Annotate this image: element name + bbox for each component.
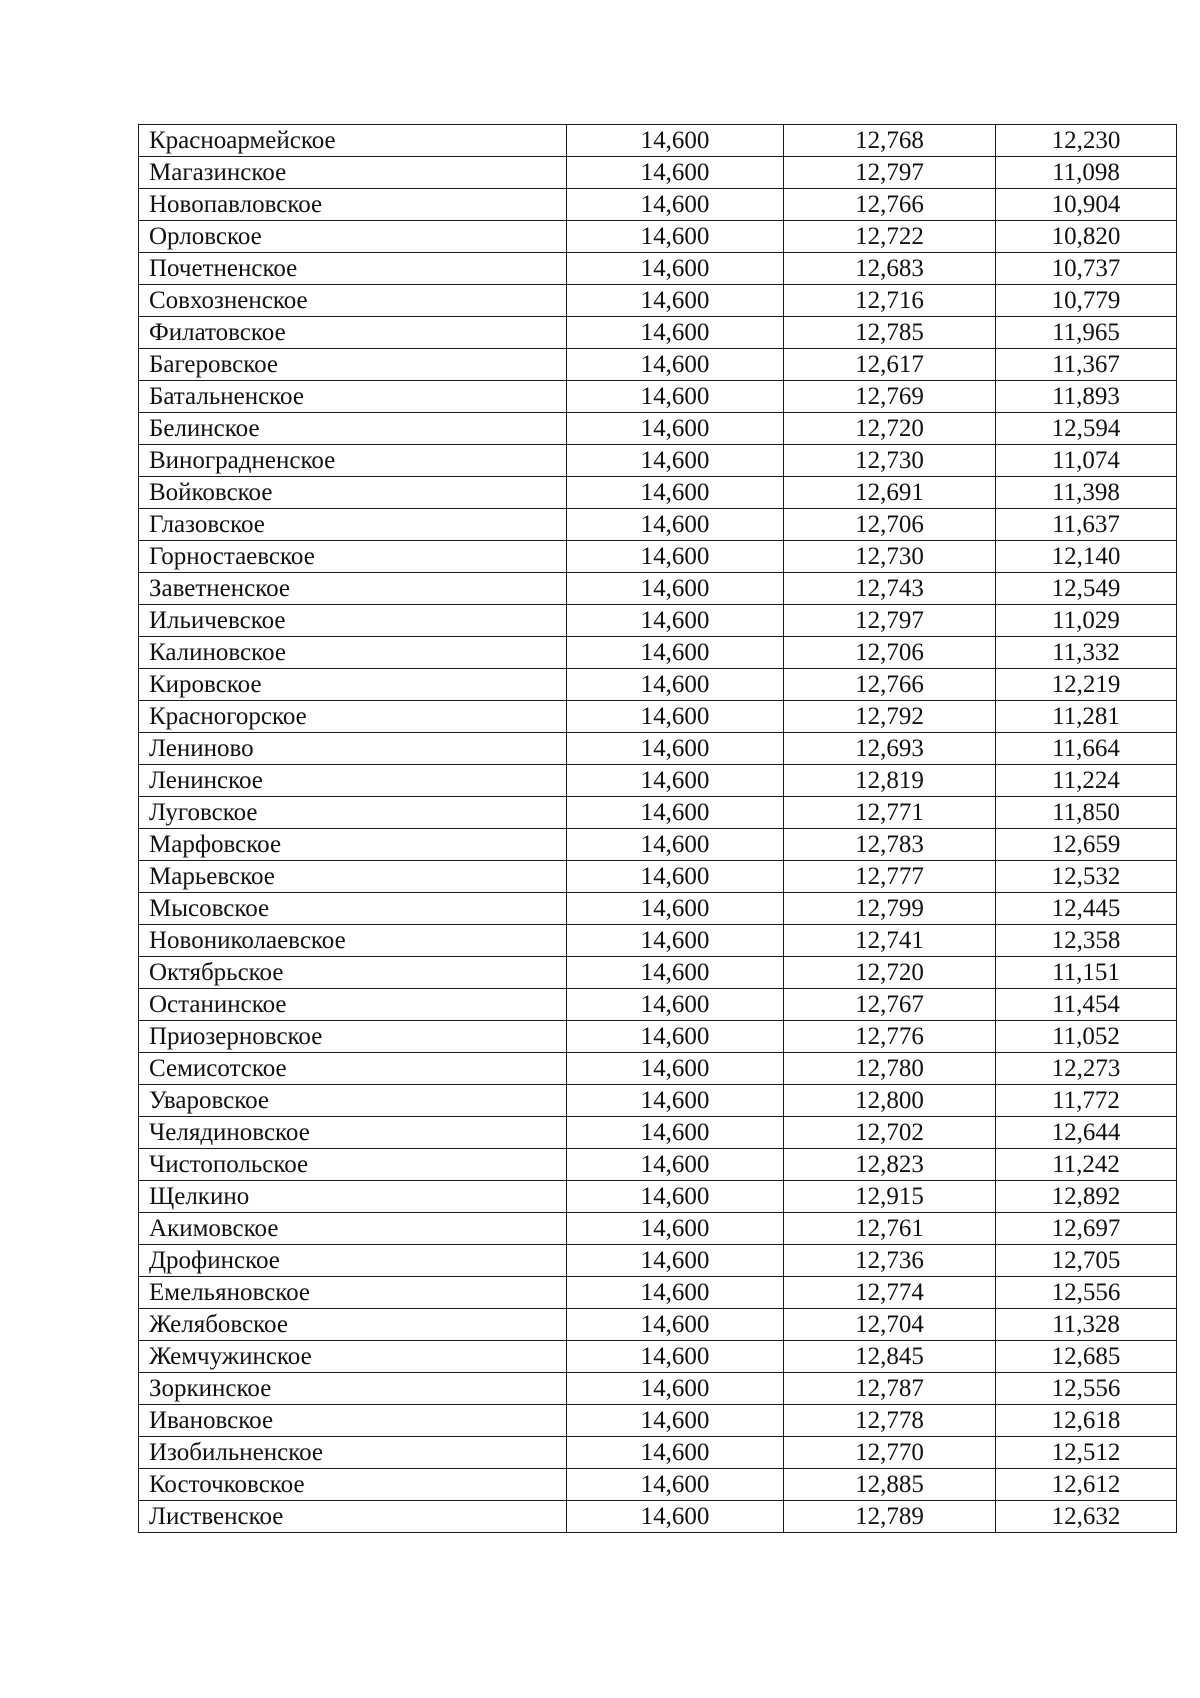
value-cell-3: 12,892 [996,1181,1177,1213]
value-cell-3: 12,556 [996,1373,1177,1405]
value-cell-1: 14,600 [567,925,784,957]
settlement-name-cell: Останинское [139,989,567,1021]
value-cell-2: 12,722 [784,221,996,253]
value-cell-3: 12,594 [996,413,1177,445]
value-cell-2: 12,778 [784,1405,996,1437]
value-cell-3: 11,281 [996,701,1177,733]
settlement-name-cell: Белинское [139,413,567,445]
value-cell-1: 14,600 [567,445,784,477]
value-cell-3: 12,556 [996,1277,1177,1309]
value-cell-1: 14,600 [567,957,784,989]
value-cell-3: 11,052 [996,1021,1177,1053]
table-row [139,541,1177,573]
value-cell-3: 10,820 [996,221,1177,253]
settlement-name-cell: Зоркинское [139,1373,567,1405]
settlement-name-cell: Ивановское [139,1405,567,1437]
settlement-name-cell: Емельяновское [139,1277,567,1309]
value-cell-2: 12,702 [784,1117,996,1149]
settlement-name-cell: Октябрьское [139,957,567,989]
table-row [139,797,1177,829]
value-cell-1: 14,600 [567,413,784,445]
value-cell-1: 14,600 [567,1181,784,1213]
table-row [139,317,1177,349]
value-cell-2: 12,770 [784,1437,996,1469]
table-row [139,701,1177,733]
value-cell-2: 12,787 [784,1373,996,1405]
table-row [139,189,1177,221]
settlement-name-cell: Лиственское [139,1501,567,1533]
table-row [139,1309,1177,1341]
table-row [139,1181,1177,1213]
table-row [139,349,1177,381]
value-cell-2: 12,797 [784,157,996,189]
value-cell-3: 11,332 [996,637,1177,669]
value-cell-2: 12,704 [784,1309,996,1341]
value-cell-2: 12,730 [784,541,996,573]
value-cell-2: 12,774 [784,1277,996,1309]
value-cell-2: 12,693 [784,733,996,765]
value-cell-1: 14,600 [567,829,784,861]
value-cell-1: 14,600 [567,125,784,157]
table-row [139,1469,1177,1501]
table-row [139,1021,1177,1053]
value-cell-3: 11,454 [996,989,1177,1021]
table-row [139,477,1177,509]
value-cell-2: 12,767 [784,989,996,1021]
value-cell-2: 12,617 [784,349,996,381]
value-cell-1: 14,600 [567,765,784,797]
value-cell-2: 12,789 [784,1501,996,1533]
value-cell-3: 11,850 [996,797,1177,829]
value-cell-2: 12,761 [784,1213,996,1245]
table-row [139,1245,1177,1277]
settlement-name-cell: Заветненское [139,573,567,605]
value-cell-2: 12,799 [784,893,996,925]
settlement-name-cell: Марьевское [139,861,567,893]
value-cell-3: 11,965 [996,317,1177,349]
value-cell-3: 12,612 [996,1469,1177,1501]
value-cell-3: 10,737 [996,253,1177,285]
value-cell-3: 12,697 [996,1213,1177,1245]
table-row [139,1277,1177,1309]
value-cell-2: 12,691 [784,477,996,509]
value-cell-2: 12,766 [784,669,996,701]
settlement-name-cell: Лениново [139,733,567,765]
value-cell-3: 11,398 [996,477,1177,509]
value-cell-3: 12,685 [996,1341,1177,1373]
settlement-name-cell: Новониколаевское [139,925,567,957]
value-cell-3: 12,705 [996,1245,1177,1277]
value-cell-1: 14,600 [567,1469,784,1501]
value-cell-1: 14,600 [567,701,784,733]
value-cell-2: 12,819 [784,765,996,797]
value-cell-3: 12,230 [996,125,1177,157]
settlement-name-cell: Челядиновское [139,1117,567,1149]
value-cell-1: 14,600 [567,541,784,573]
value-cell-2: 12,776 [784,1021,996,1053]
value-cell-1: 14,600 [567,1085,784,1117]
table-row [139,765,1177,797]
table-row [139,1501,1177,1533]
value-cell-2: 12,797 [784,605,996,637]
value-cell-2: 12,736 [784,1245,996,1277]
value-cell-1: 14,600 [567,509,784,541]
value-cell-1: 14,600 [567,1341,784,1373]
value-cell-3: 10,904 [996,189,1177,221]
table-row [139,1373,1177,1405]
value-cell-2: 12,823 [784,1149,996,1181]
value-cell-1: 14,600 [567,989,784,1021]
settlement-name-cell: Марфовское [139,829,567,861]
table-row [139,637,1177,669]
value-cell-3: 11,328 [996,1309,1177,1341]
value-cell-2: 12,706 [784,509,996,541]
table-row [139,445,1177,477]
settlement-name-cell: Красногорское [139,701,567,733]
value-cell-3: 12,140 [996,541,1177,573]
settlement-name-cell: Орловское [139,221,567,253]
value-cell-2: 12,741 [784,925,996,957]
value-cell-1: 14,600 [567,1213,784,1245]
value-cell-1: 14,600 [567,1117,784,1149]
settlement-name-cell: Горностаевское [139,541,567,573]
value-cell-1: 14,600 [567,605,784,637]
table-row [139,925,1177,957]
value-cell-1: 14,600 [567,1309,784,1341]
value-cell-3: 12,632 [996,1501,1177,1533]
table-row [139,829,1177,861]
value-cell-1: 14,600 [567,285,784,317]
value-cell-3: 11,242 [996,1149,1177,1181]
value-cell-2: 12,785 [784,317,996,349]
value-cell-2: 12,792 [784,701,996,733]
value-cell-1: 14,600 [567,189,784,221]
value-cell-2: 12,800 [784,1085,996,1117]
value-cell-1: 14,600 [567,1245,784,1277]
value-cell-3: 11,664 [996,733,1177,765]
table-row [139,413,1177,445]
table-row [139,1149,1177,1181]
value-cell-3: 11,029 [996,605,1177,637]
value-cell-2: 12,683 [784,253,996,285]
settlement-name-cell: Мысовское [139,893,567,925]
settlement-name-cell: Желябовское [139,1309,567,1341]
value-cell-3: 11,772 [996,1085,1177,1117]
value-cell-3: 10,779 [996,285,1177,317]
value-cell-1: 14,600 [567,381,784,413]
settlement-name-cell: Магазинское [139,157,567,189]
value-cell-3: 11,074 [996,445,1177,477]
table-row [139,573,1177,605]
value-cell-3: 12,532 [996,861,1177,893]
value-cell-3: 12,358 [996,925,1177,957]
value-cell-2: 12,743 [784,573,996,605]
value-cell-1: 14,600 [567,349,784,381]
table-row [139,957,1177,989]
table-row [139,1405,1177,1437]
table-row [139,1213,1177,1245]
value-cell-2: 12,845 [784,1341,996,1373]
table-row [139,1341,1177,1373]
settlement-name-cell: Изобильненское [139,1437,567,1469]
settlement-name-cell: Калиновское [139,637,567,669]
value-cell-2: 12,716 [784,285,996,317]
value-cell-1: 14,600 [567,637,784,669]
settlement-name-cell: Красноармейское [139,125,567,157]
value-cell-1: 14,600 [567,1149,784,1181]
value-cell-2: 12,768 [784,125,996,157]
table-row [139,893,1177,925]
table-row [139,1117,1177,1149]
settlement-name-cell: Виноградненское [139,445,567,477]
value-cell-1: 14,600 [567,1277,784,1309]
value-cell-1: 14,600 [567,1501,784,1533]
value-cell-3: 12,644 [996,1117,1177,1149]
settlement-name-cell: Новопавловское [139,189,567,221]
value-cell-1: 14,600 [567,477,784,509]
settlement-name-cell: Батальненское [139,381,567,413]
value-cell-1: 14,600 [567,573,784,605]
settlement-name-cell: Войковское [139,477,567,509]
value-cell-2: 12,720 [784,957,996,989]
table-row [139,605,1177,637]
settlement-name-cell: Кировское [139,669,567,701]
value-cell-3: 12,659 [996,829,1177,861]
settlement-name-cell: Багеровское [139,349,567,381]
value-cell-2: 12,915 [784,1181,996,1213]
settlement-name-cell: Чистопольское [139,1149,567,1181]
value-cell-3: 12,273 [996,1053,1177,1085]
value-cell-2: 12,769 [784,381,996,413]
settlement-name-cell: Совхозненское [139,285,567,317]
value-cell-3: 12,618 [996,1405,1177,1437]
settlement-name-cell: Луговское [139,797,567,829]
settlement-name-cell: Глазовское [139,509,567,541]
settlement-name-cell: Филатовское [139,317,567,349]
table-row [139,253,1177,285]
settlement-name-cell: Почетненское [139,253,567,285]
table-row [139,221,1177,253]
settlement-name-cell: Приозерновское [139,1021,567,1053]
value-cell-2: 12,885 [784,1469,996,1501]
value-cell-2: 12,730 [784,445,996,477]
value-cell-1: 14,600 [567,861,784,893]
value-cell-3: 11,098 [996,157,1177,189]
settlement-name-cell: Дрофинское [139,1245,567,1277]
table-body [139,125,1177,1533]
table-row [139,125,1177,157]
value-cell-1: 14,600 [567,1373,784,1405]
value-cell-1: 14,600 [567,157,784,189]
table-row [139,381,1177,413]
table-row [139,509,1177,541]
value-cell-2: 12,780 [784,1053,996,1085]
settlement-name-cell: Уваровское [139,1085,567,1117]
value-cell-1: 14,600 [567,733,784,765]
value-cell-1: 14,600 [567,221,784,253]
settlement-name-cell: Щелкино [139,1181,567,1213]
value-cell-1: 14,600 [567,669,784,701]
settlement-name-cell: Акимовское [139,1213,567,1245]
table-row [139,157,1177,189]
value-cell-1: 14,600 [567,1053,784,1085]
value-cell-3: 12,219 [996,669,1177,701]
value-cell-1: 14,600 [567,1437,784,1469]
value-cell-3: 11,224 [996,765,1177,797]
value-cell-2: 12,720 [784,413,996,445]
value-cell-3: 12,549 [996,573,1177,605]
settlement-name-cell: Семисотское [139,1053,567,1085]
table-row [139,285,1177,317]
table-row [139,1085,1177,1117]
table-row [139,1437,1177,1469]
table-row [139,669,1177,701]
table-row [139,733,1177,765]
value-cell-2: 12,766 [784,189,996,221]
data-table [138,124,1177,1533]
settlement-name-cell: Ильичевское [139,605,567,637]
table-row [139,861,1177,893]
value-cell-1: 14,600 [567,893,784,925]
settlement-name-cell: Ленинское [139,765,567,797]
value-cell-3: 12,445 [996,893,1177,925]
value-cell-3: 12,512 [996,1437,1177,1469]
value-cell-2: 12,777 [784,861,996,893]
value-cell-3: 11,151 [996,957,1177,989]
table-row [139,989,1177,1021]
value-cell-2: 12,783 [784,829,996,861]
value-cell-3: 11,893 [996,381,1177,413]
value-cell-2: 12,771 [784,797,996,829]
value-cell-3: 11,367 [996,349,1177,381]
table-row [139,1053,1177,1085]
settlement-name-cell: Жемчужинское [139,1341,567,1373]
value-cell-1: 14,600 [567,317,784,349]
value-cell-1: 14,600 [567,797,784,829]
value-cell-3: 11,637 [996,509,1177,541]
value-cell-1: 14,600 [567,1021,784,1053]
value-cell-2: 12,706 [784,637,996,669]
value-cell-1: 14,600 [567,1405,784,1437]
settlement-name-cell: Косточковское [139,1469,567,1501]
value-cell-1: 14,600 [567,253,784,285]
